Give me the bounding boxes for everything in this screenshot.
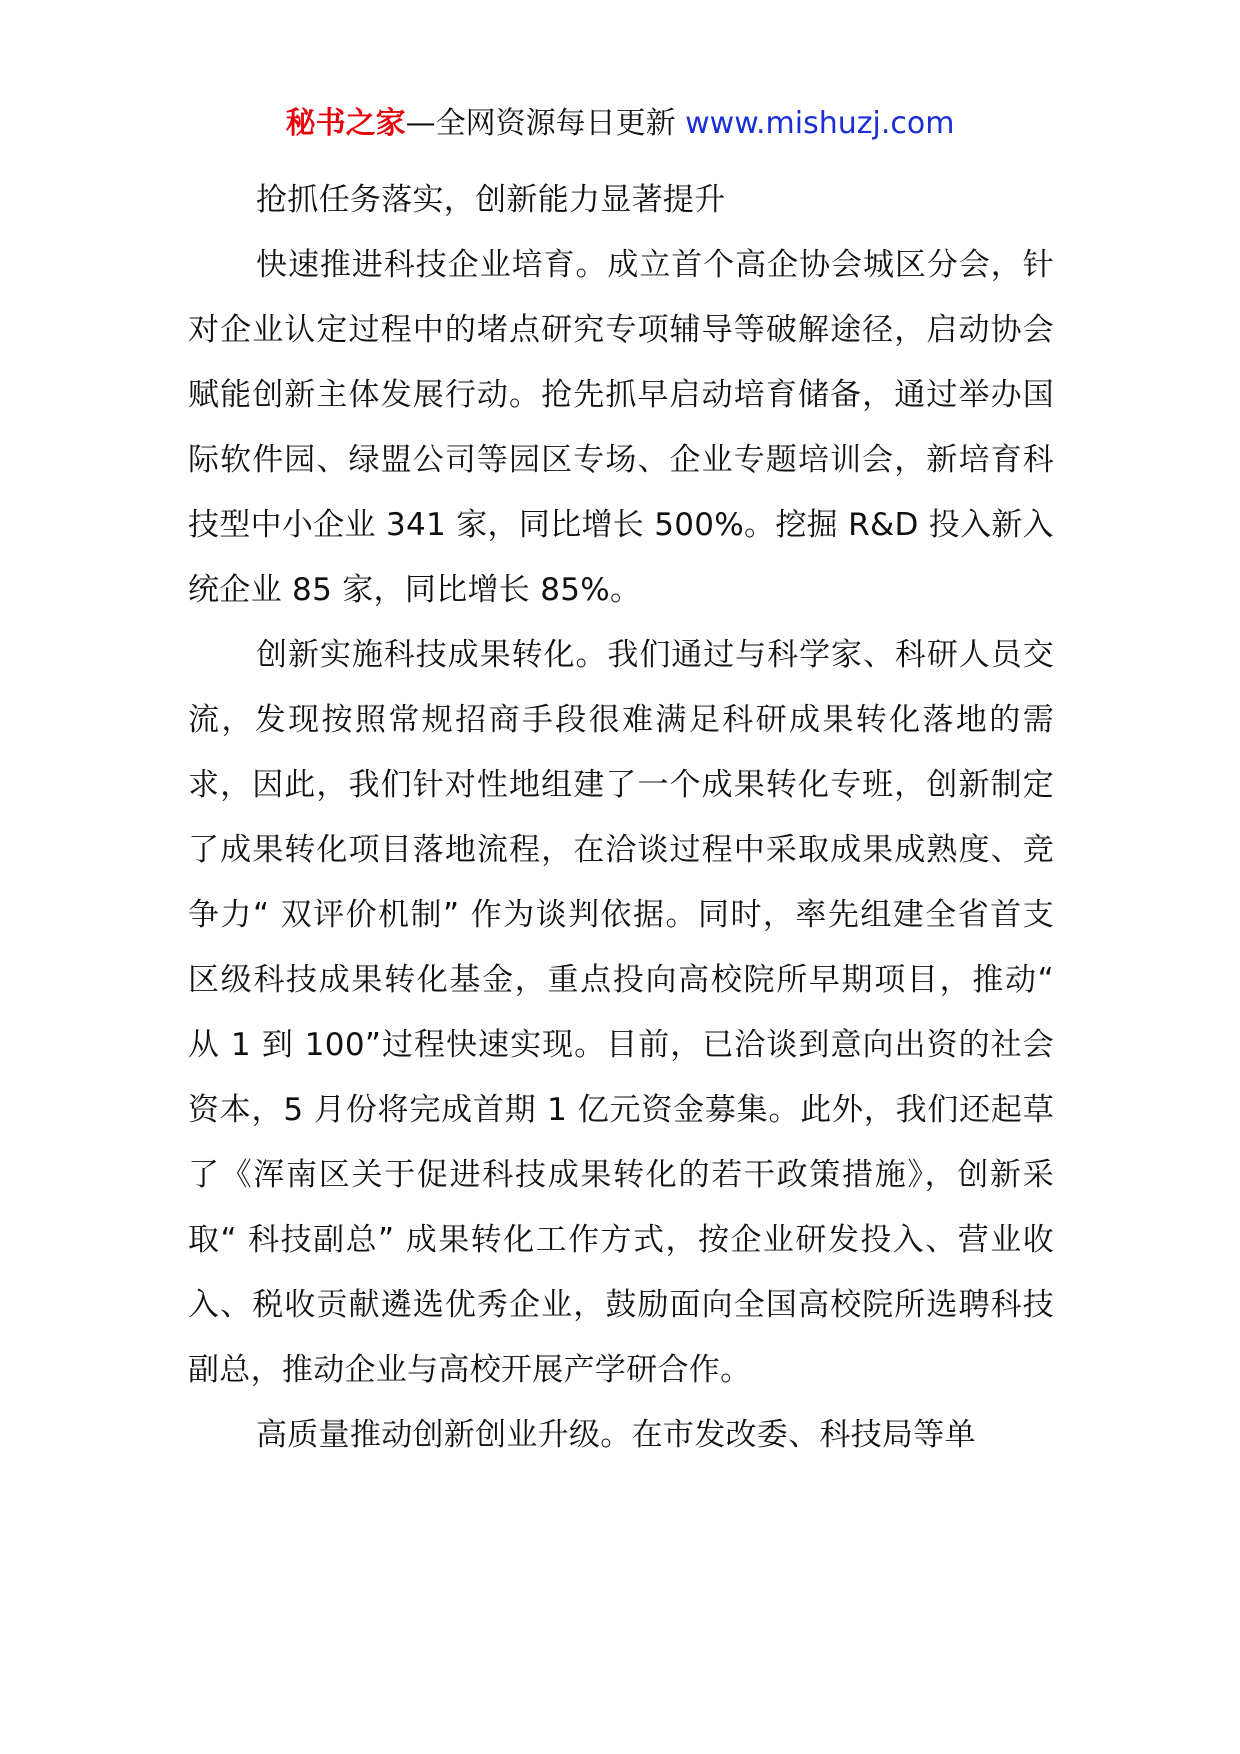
- site-url-link[interactable]: www.mishuzj.com: [685, 106, 955, 141]
- page-header: [0, 102, 1240, 146]
- section-title: 抢抓任务落实，创新能力显著提升: [256, 182, 726, 218]
- brand-name: 秘书之家: [285, 106, 406, 141]
- paragraph-tech-transfer: 创新实施科技成果转化。我们通过与科学家、科研人员交流，发现按照常规招商手段很难满足科研成果转化落地的需求，因此，我们针对性地组建了一个成果转化专班，创新制定了成果转化项目落地流程，在洽谈过程中采取成果成熟度、竞争力“ 双评价机制” 作为谈判依据。同时，率先组建全省首支区级科技成果转化基金，重点投向高校院所早期项目，推动“ 从 1 到 100”过程快速实现。目前，已洽谈到意向出资的社会资本，5 月份将完成首期 1 亿元资金募集。此外，我们还起草了《浑南区关于促进科技成果转化的若干政策措施》，创新采取“ 科技副总” 成果转化工作方式，按企业研发投入、营业收入、税收贡献遴选优秀企业，鼓励面向全国高校院所选聘科技副总，推动企业与高校开展产学研合作。: [188, 637, 1054, 1388]
- paragraph-innovation-upgrade: 高质量推动创新创业升级。在市发改委、科技局等单: [256, 1417, 976, 1453]
- header-tagline: —全网资源每日更新: [405, 106, 676, 141]
- document-body: [188, 168, 1054, 1468]
- paragraph-tech-enterprise: 快速推进科技企业培育。成立首个高企协会城区分会，针对企业认定过程中的堵点研究专项辅导等破解途径，启动协会赋能创新主体发展行动。抢先抓早启动培育储备，通过举办国际软件园、绿盟公司等园区专场、企业专题培训会，新培育科技型中小企业 341 家，同比增长 500%。挖掘 R&D 投入新入统企业 85 家，同比增长 85%。: [188, 247, 1054, 608]
